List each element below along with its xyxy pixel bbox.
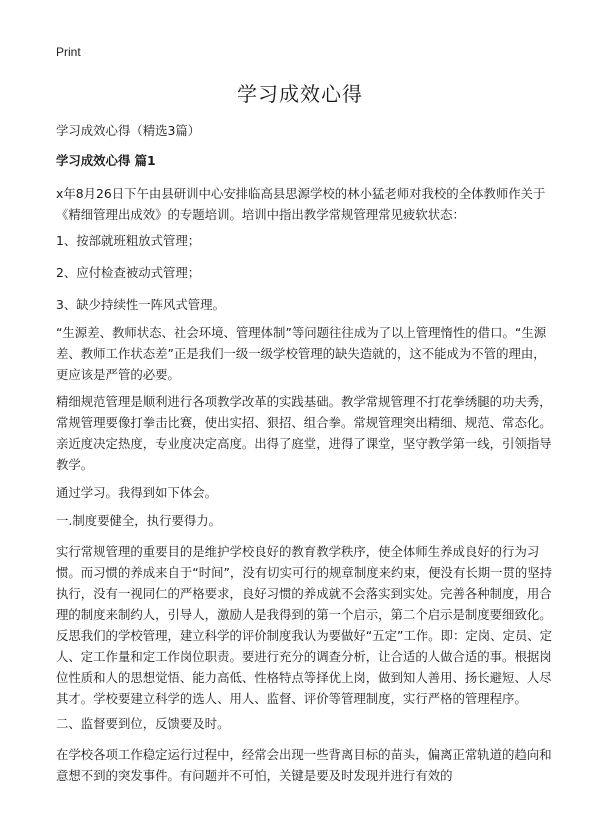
- list-item: 1、按部就班粗放式管理；: [56, 233, 201, 248]
- section-point: 二、监督要到位，反馈要及时。: [56, 716, 230, 731]
- paragraph: “生源差、教师状态、社会环境、管理体制”等问题往往成为了以上管理惰性的借口。“生源差、教师工作状态差”正是我们一级一级学校管理的缺失造就的，这不能成为不管的理由，更应该是严管的必要。: [56, 325, 547, 382]
- paragraph: x年8月26日下午由县研训中心安排临高县思源学校的林小猛老师对我校的全体教师作关于《精细管理出成效》的专题培训。培训中指出教学常规管理常见疲软状态：: [56, 186, 546, 222]
- page-title: 学习成效心得: [237, 82, 363, 106]
- print-link[interactable]: Print: [56, 45, 81, 59]
- paragraph: 通过学习。我得到如下体会。: [56, 485, 218, 500]
- list-item: 3、缺少持续性一阵风式管理。: [56, 297, 225, 312]
- paragraph: 实行常规管理的重要目的是维护学校良好的教育教学秩序，使全体师生养成良好的行为习惯。而习惯的养成来自于“时间”，没有切实可行的规章制度来约束，便没有长期一贯的坚持执行，没有一视同仁的严格要求，良好习惯的养成就不会落实到实处。完善各种制度，用合理的制度来制约人，引导人，激励人是我得到的第一个启示，第二个启示是制度要细致化。反思我们的学校管理，建立科学的评价制度我认为要做好“五定”工作。即：定岗、定员、定人、定工作量和定工作岗位职责。要进行充分的调查分析，让合适的人做合适的事。根据岗位性质和人的思想觉悟、能力高低、性格特点等择优上岗，做到知人善用、扬长避短、人尽其才。学校要建立科学的选人、用人、监督、评价等管理制度，实行严格的管理程序。: [56, 544, 553, 706]
- section-point: 一.制度要健全，执行要得力。: [56, 513, 222, 528]
- paragraph: 在学校各项工作稳定运行过程中，经常会出现一些背离目标的苗头，偏离正常轨道的趋向和意想不到的突发事件。有问题并不可怕，关键是要及时发现并进行有效的: [56, 747, 552, 783]
- document-subtitle: 学习成效心得（精选3篇）: [56, 123, 201, 138]
- paragraph: 精细规范管理是顺利进行各项教学改革的实践基础。教学常规管理不打花拳绣腿的功夫秀，常规管理要像打拳击比赛，使出实招、狠招、组合拳。常规管理突出精细、规范、常态化。亲近度决定热度，专业度决定高度。出得了庭堂，进得了课堂，坚守教学第一线，引领指导教学。: [56, 394, 552, 472]
- section-heading: 学习成效心得 篇1: [56, 153, 156, 168]
- list-item: 2、应付检查被动式管理；: [56, 265, 201, 280]
